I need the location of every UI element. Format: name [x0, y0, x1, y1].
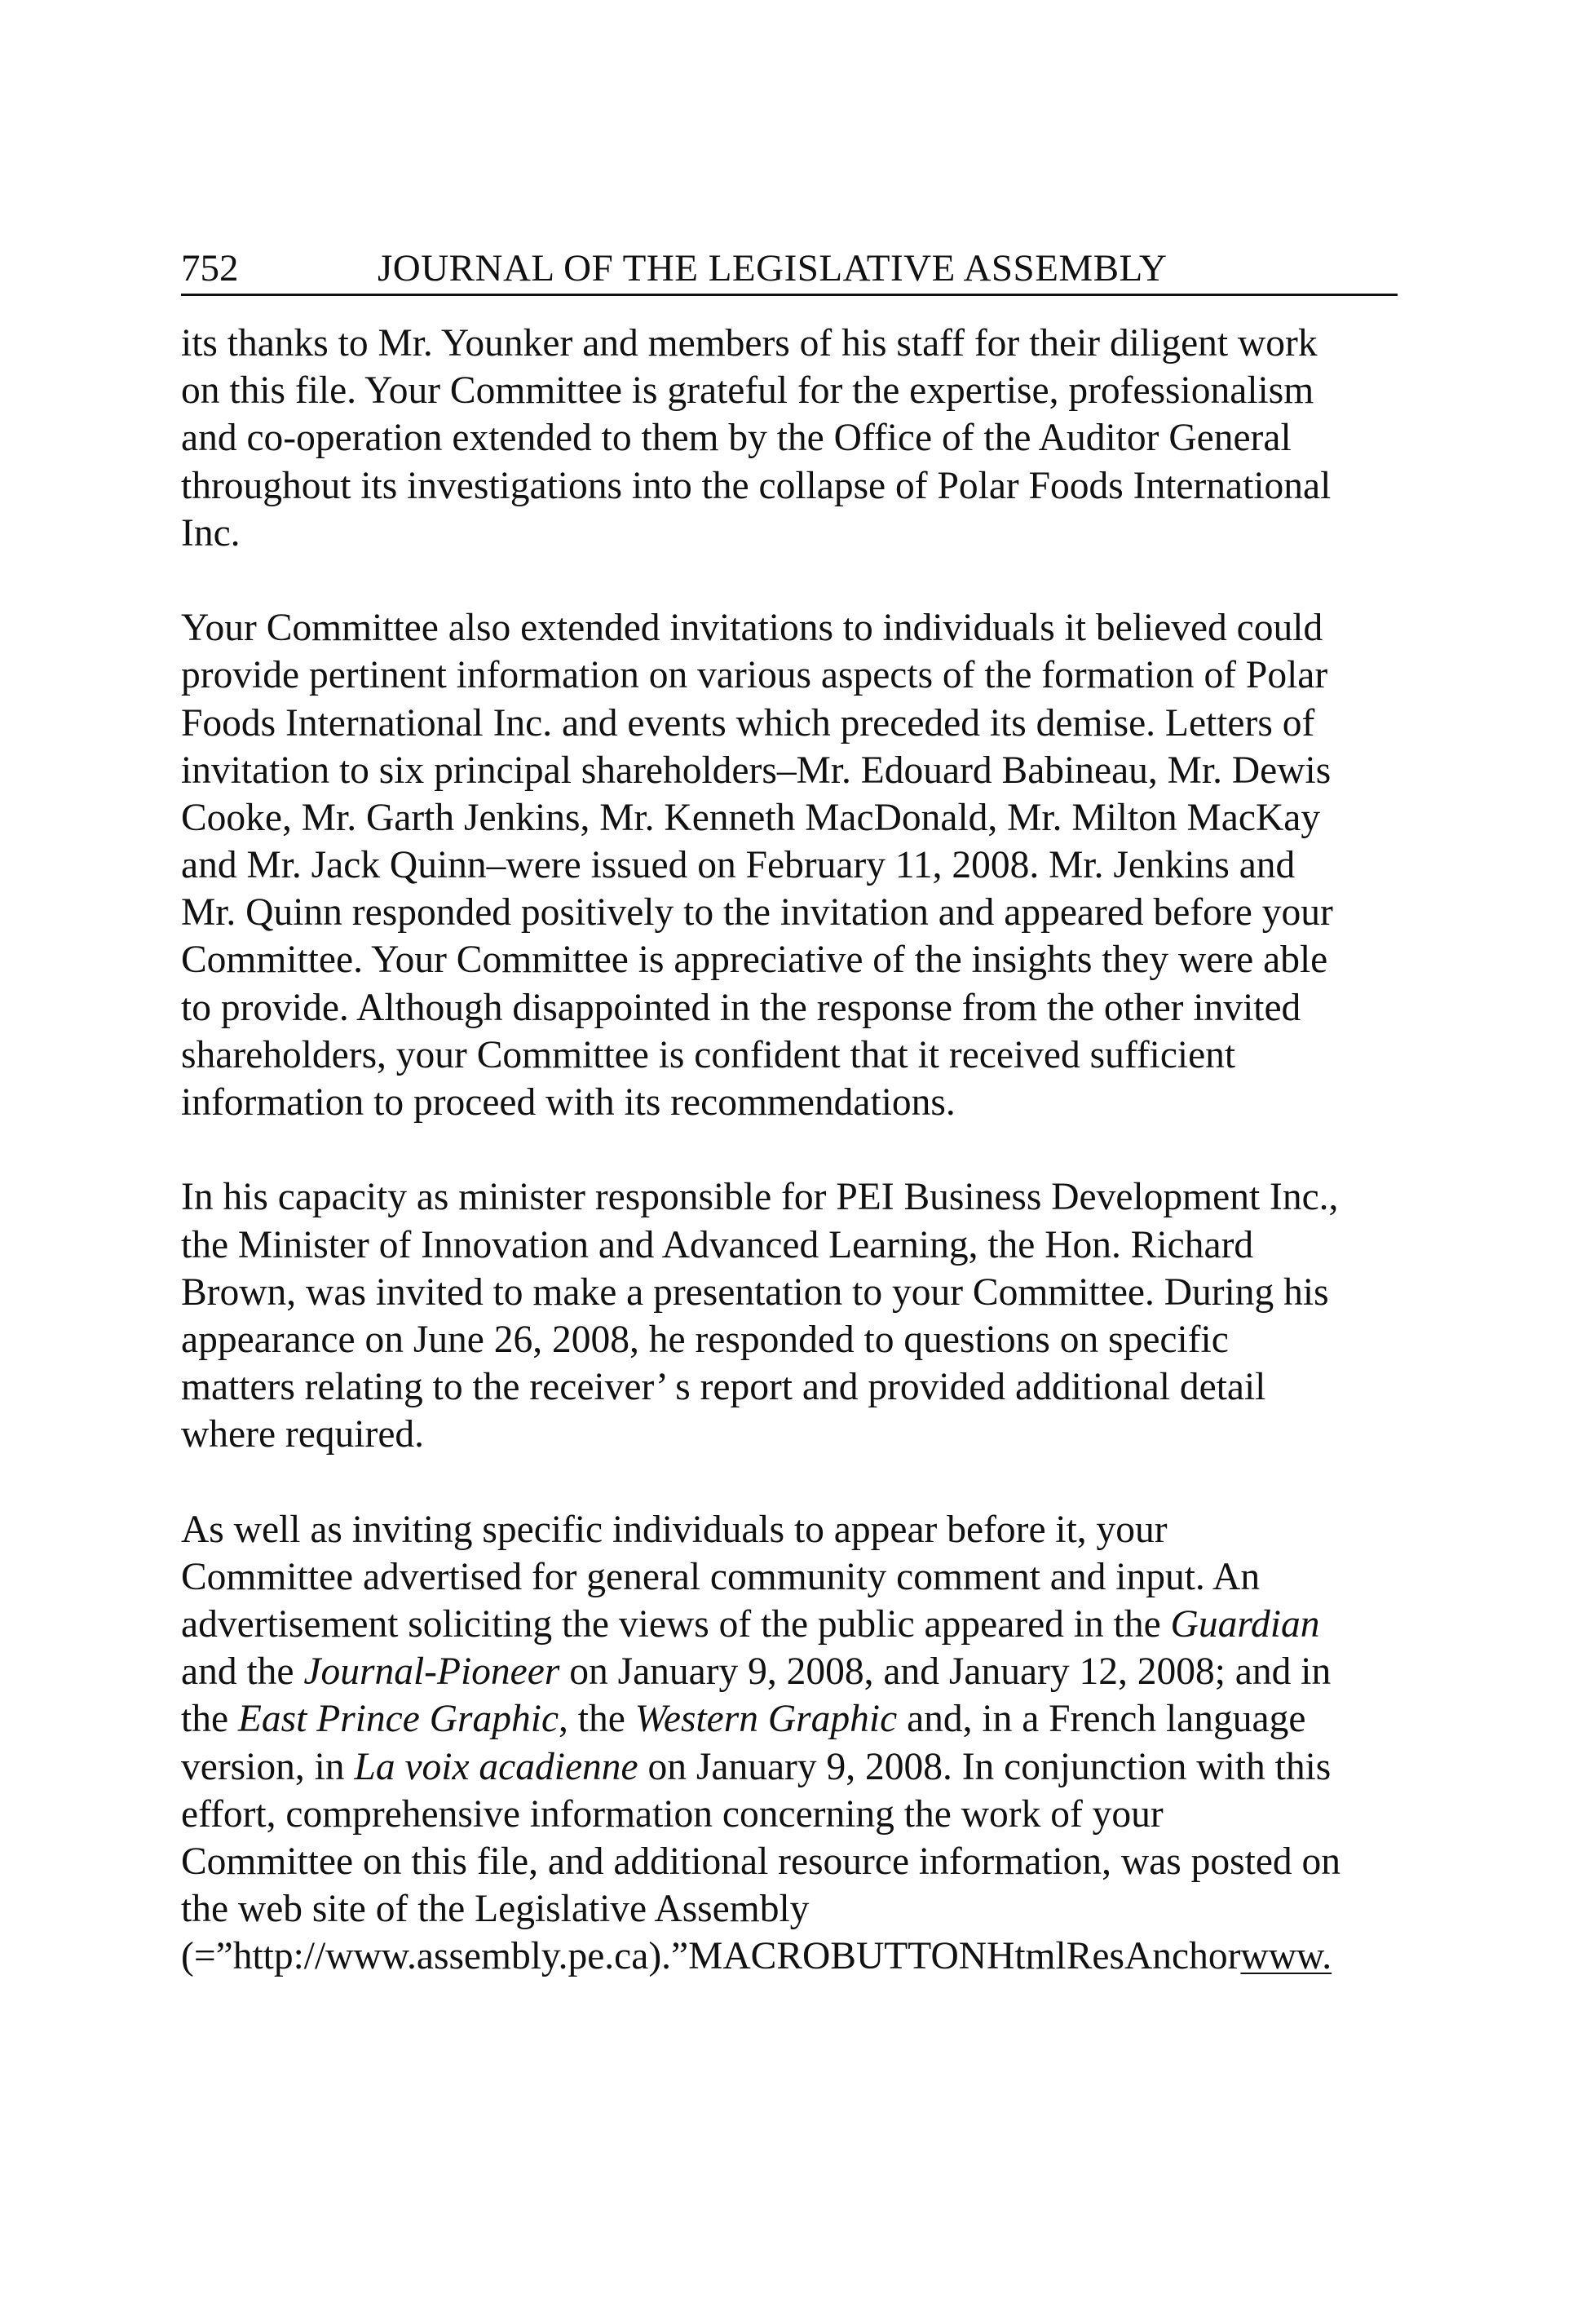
paragraph-gap [181, 1126, 1404, 1173]
text-line: appearance on June 26, 2008, he responded to questions on specific [181, 1318, 1229, 1361]
paragraph-gap [181, 557, 1404, 604]
text-line [181, 1743, 1404, 1791]
text-run: and, in a French language [897, 1698, 1306, 1741]
paragraph-gap [181, 1459, 1404, 1506]
text-line: Brown, was invited to make a presentation to your Committee. During his [181, 1270, 1329, 1314]
text-line: Committee on this file, and additional resource information, was posted on [181, 1840, 1341, 1883]
text-line [181, 1933, 1404, 1980]
text-line: and Mr. Jack Quinn–were issued on February 11, 2008. Mr. Jenkins and [181, 844, 1296, 887]
running-header [181, 243, 1398, 296]
paragraph-thanks [181, 320, 1404, 557]
text-line [181, 1695, 1404, 1743]
text-line: shareholders, your Committee is confident that it received sufficient [181, 1033, 1236, 1076]
text-line: the web site of the Legislative Assembly [181, 1888, 810, 1931]
text-line: throughout its investigations into the collapse of Polar Foods International [181, 464, 1332, 507]
body-text [181, 320, 1404, 1981]
text-line: matters relating to the receiver’ s report and provided additional detail [181, 1366, 1266, 1409]
text-line: In his capacity as minister responsible for PEI Business Development Inc., [181, 1176, 1339, 1219]
paragraph-invitations [181, 604, 1404, 1126]
page-number: 752 [181, 247, 239, 289]
website-link[interactable]: www. [1240, 1935, 1332, 1978]
text-line: and co-operation extended to them by the Office of the Auditor General [181, 417, 1292, 460]
text-line: invitation to six principal shareholders–Mr. Edouard Babineau, Mr. Dewis [181, 749, 1332, 792]
text-line: Mr. Quinn responded positively to the invitation and appeared before your [181, 891, 1333, 934]
text-line: to provide. Although disappointed in the response from the other invited [181, 986, 1301, 1029]
publication-title-la-voix-acadienne: La voix acadienne [354, 1745, 638, 1788]
text-line: Cooke, Mr. Garth Jenkins, Mr. Kenneth MacDonald, Mr. Milton MacKay [181, 796, 1321, 839]
text-line: its thanks to Mr. Younker and members of his staff for their diligent work [181, 322, 1318, 365]
text-line [181, 1601, 1404, 1648]
text-line: provide pertinent information on various aspects of the formation of Polar [181, 654, 1328, 697]
publication-title-western-graphic: Western Graphic [634, 1698, 898, 1741]
publication-title-guardian: Guardian [1170, 1603, 1320, 1646]
publication-title-journal-pioneer: Journal-Pioneer [303, 1650, 560, 1694]
paragraph-minister [181, 1173, 1404, 1458]
text-run: (=”http://www.assembly.pe.ca).”MACROBUTTONHtmlResAnchor [181, 1935, 1241, 1978]
text-line: information to proceed with its recommendations. [181, 1081, 956, 1124]
text-line: Committee advertised for general community comment and input. An [181, 1555, 1261, 1598]
text-line [181, 1648, 1404, 1695]
text-line: Inc. [181, 511, 241, 554]
text-run: , the [559, 1698, 635, 1741]
text-run: and the [181, 1650, 304, 1694]
text-line: the Minister of Innovation and Advanced Learning, the Hon. Richard [181, 1223, 1254, 1266]
text-run: on January 9, 2008. In conjunction with this [638, 1745, 1332, 1788]
journal-title: JOURNAL OF THE LEGISLATIVE ASSEMBLY [378, 247, 1168, 289]
paragraph-advertising [181, 1506, 1404, 1981]
text-line: Committee. Your Committee is appreciative of the insights they were able [181, 939, 1328, 982]
text-line: where required. [181, 1413, 425, 1456]
text-run: the [181, 1698, 238, 1741]
text-line: Your Committee also extended invitations to individuals it believed could [181, 607, 1323, 650]
text-line: on this file. Your Committee is grateful for the expertise, professionalism [181, 369, 1314, 413]
text-run: version, in [181, 1745, 355, 1788]
text-line: effort, comprehensive information concerning the work of your [181, 1792, 1164, 1836]
publication-title-east-prince-graphic: East Prince Graphic [237, 1698, 559, 1741]
text-line: As well as inviting specific individuals to appear before it, your [181, 1508, 1168, 1551]
text-line: Foods International Inc. and events which preceded its demise. Letters of [181, 701, 1315, 744]
text-run: on January 9, 2008, and January 12, 2008; and in [559, 1650, 1332, 1694]
text-run: advertisement soliciting the views of the public appeared in the [181, 1603, 1171, 1646]
